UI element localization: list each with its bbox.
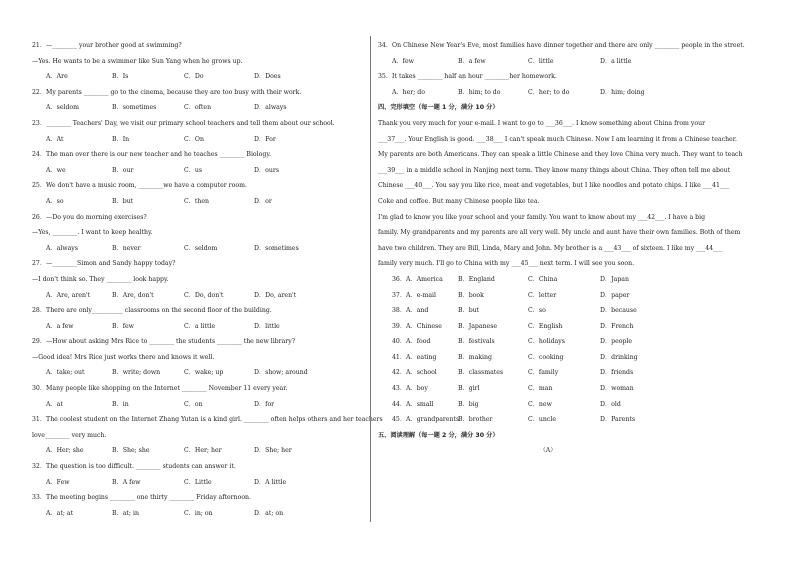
question-text: 26．—Do you do morning exercises?: [32, 213, 147, 221]
option-a: A．seldom: [46, 104, 80, 112]
option-a: A．Are: [46, 73, 68, 81]
section-heading: 四、完形填空（每一题 1 分，满分 10 分）: [378, 104, 499, 112]
option-c: C．On: [184, 135, 204, 143]
answer-options: [32, 506, 362, 522]
question-text: —Good idea! Mrs Rice just works there and knows it well.: [32, 353, 215, 361]
question-text: 28．There are only__________ classrooms on the second floor of the building.: [32, 307, 272, 315]
option-c: C．man: [528, 385, 553, 393]
option-d: D．little: [254, 322, 280, 330]
option-d: D．paper: [600, 291, 630, 299]
question-text: 32．The question is too difficult. ________ students can answer it.: [32, 463, 236, 471]
answer-options: [32, 475, 362, 491]
option-c: C．letter: [528, 291, 557, 299]
question-text: 34．On Chinese New Year's Eve, most families have dinner together and there are only ________ people in the street.: [378, 42, 745, 49]
question-text: 25．We don't have a music room, ________we have a computer room.: [32, 182, 247, 190]
answer-options: [378, 272, 718, 288]
option-c: C．wake; up: [184, 369, 224, 377]
passage-line: Coke and coffee. But many Chinese people like tea.: [378, 197, 540, 205]
passage-line: family. My grandparents and my parents are all very well. My uncle and aunt have their own families. Both of them: [378, 229, 741, 237]
answer-options: [378, 334, 718, 350]
passage-line: ___39___ in a middle school in Nanjing next term. They know many things about China. They often tell me about: [378, 166, 731, 174]
option-c: C．Little: [184, 478, 212, 486]
option-c: C．holidays: [528, 338, 565, 346]
option-a: A．we: [46, 166, 66, 174]
answer-options: [378, 350, 718, 366]
option-c: C．on: [184, 400, 203, 408]
option-b: B．write; down: [112, 369, 161, 377]
answer-options: [378, 54, 718, 70]
option-a: 45．A．grandparents: [392, 416, 460, 424]
option-d: D．show; around: [254, 369, 308, 377]
answer-options: [378, 412, 718, 428]
question-text: —Yes, ________. I want to keep healthy.: [32, 229, 153, 237]
option-c: C．then: [184, 197, 210, 205]
option-b: B．him; to do: [458, 88, 501, 96]
passage-line: I'm glad to know you like your school and your family. You want to know about my ___42___. I have a big: [378, 213, 706, 221]
option-c: C．Her; her: [184, 447, 222, 455]
option-c: C．China: [528, 275, 558, 283]
answer-options: [32, 397, 362, 413]
answer-options: [378, 85, 718, 101]
option-a: 41．A．eating: [392, 353, 437, 361]
passage-label: （A）: [539, 447, 557, 455]
option-d: D．French: [600, 322, 634, 330]
answer-options: [32, 365, 362, 381]
option-b: B．never: [112, 244, 141, 252]
option-b: B．making: [458, 353, 492, 361]
option-b: B．She; she: [112, 447, 150, 455]
passage-line: have two children. They are Bill, Linda, Mary and John. My brother is a ___43___ of sixteen. I like my ___44___: [378, 244, 723, 252]
option-d: D．She; her: [254, 447, 292, 455]
answer-options: [378, 365, 718, 381]
option-d: D．old: [600, 400, 621, 408]
option-d: D．because: [600, 307, 637, 315]
option-c: C．in; on: [184, 509, 213, 517]
option-a: A．take; out: [46, 369, 85, 377]
option-a: 36．A．America: [392, 275, 443, 283]
answer-options: [32, 319, 362, 335]
answer-options: [32, 100, 362, 116]
option-b: B．Is: [112, 73, 129, 81]
option-c: C．English: [528, 322, 563, 330]
option-b: B．England: [458, 275, 495, 283]
question-text: 22．My parents ________ go to the cinema, because they are too busy with their work.: [32, 88, 302, 96]
option-b: B．book: [458, 291, 484, 299]
answer-options: [32, 163, 362, 179]
left-column: [32, 38, 383, 521]
option-d: D．him; doing: [600, 88, 645, 96]
option-b: B．In: [112, 135, 130, 143]
option-b: B．girl: [458, 385, 480, 393]
question-text: 23．________ Teachers' Day, we visit our primary school teachers and tell them about our school.: [32, 119, 335, 127]
option-d: D．drinking: [600, 353, 638, 361]
question-text: 35．It takes ________ half an hour ________her homework.: [378, 73, 557, 81]
option-c: C．her; to do: [528, 88, 570, 96]
option-a: A．always: [46, 244, 78, 252]
option-d: D．Does: [254, 73, 281, 81]
option-c: C．a little: [184, 322, 216, 330]
question-text: —Yes. He wants to be a swimmer like Sun Yang when he grows up.: [32, 57, 243, 65]
option-d: D．Japan: [600, 275, 629, 283]
answer-options: [378, 381, 718, 397]
option-d: D．for: [254, 400, 275, 408]
passage-line: Thank you very much for your e-mail. I want to go to ___36___. I know something about China from your: [378, 119, 706, 127]
right-column: [378, 38, 745, 459]
option-a: A．At: [46, 135, 64, 143]
option-a: A．at; at: [46, 509, 74, 517]
question-text: love________ very much.: [32, 431, 107, 439]
option-a: 39．A．Chinese: [392, 322, 442, 330]
option-a: A．few: [392, 57, 414, 65]
option-a: A．Few: [46, 478, 70, 486]
answer-options: [378, 303, 718, 319]
option-a: A．her; do: [392, 88, 425, 96]
option-b: B．at; in: [112, 509, 139, 517]
option-b: B．but: [458, 307, 480, 315]
passage-line: My parents are both Americans. They can speak a little Chinese and they love China very much. They want to teach: [378, 151, 743, 159]
option-c: C．often: [184, 104, 212, 112]
option-c: C．us: [184, 166, 203, 174]
question-text: —I don't think so. They ________ look happy.: [32, 275, 169, 283]
option-b: B．in: [112, 400, 129, 408]
option-a: 43．A．boy: [392, 385, 428, 393]
option-d: D．woman: [600, 385, 634, 393]
question-text: 30．Many people like shopping on the Internet ________ November 11 every year.: [32, 385, 288, 393]
option-b: B．Are, don't: [112, 291, 154, 299]
option-b: B．few: [112, 322, 134, 330]
option-c: C．Do, don't: [184, 291, 224, 299]
question-text: 21．—________ your brother good at swimming?: [32, 42, 182, 49]
passage-line: family very much. I'll go to China with my ___45___ next term. I will see you soon.: [378, 260, 635, 268]
option-c: C．so: [528, 307, 546, 315]
answer-options: [378, 288, 718, 304]
option-a: 44．A．small: [392, 400, 434, 408]
question-text: 31．The coolest student on the Internet Zhang Yutan is a kind girl. ________ often helps others and her teachers: [32, 416, 383, 424]
option-b: B．classmates: [458, 369, 504, 377]
answer-options: [32, 288, 362, 304]
option-c: C．new: [528, 400, 552, 408]
option-c: C．seldom: [184, 244, 218, 252]
option-b: B．brother: [458, 416, 493, 424]
option-d: D．or: [254, 197, 272, 205]
option-c: C．uncle: [528, 416, 556, 424]
option-d: D．friends: [600, 369, 634, 377]
answer-options: [378, 397, 718, 413]
option-a: 40．A．food: [392, 338, 431, 346]
option-b: B．big: [458, 400, 479, 408]
answer-options: [32, 132, 362, 148]
option-d: D．For: [254, 135, 276, 143]
option-a: 37．A．e-mail: [392, 291, 436, 299]
option-d: D．people: [600, 338, 633, 346]
option-d: D．sometimes: [254, 244, 299, 252]
option-d: D．always: [254, 104, 287, 112]
option-d: D．a little: [600, 57, 632, 65]
column-divider: [370, 36, 371, 522]
option-a: A．at: [46, 400, 63, 408]
option-b: B．Japanese: [458, 322, 498, 330]
answer-options: [32, 443, 362, 459]
option-a: 38．A．and: [392, 307, 429, 315]
option-b: B．A few: [112, 478, 141, 486]
option-a: A．Are, aren't: [46, 291, 91, 299]
option-d: D．ours: [254, 166, 279, 174]
answer-options: [32, 194, 362, 210]
question-text: 33．The meeting begins ________ one thirty ________ Friday afternoon.: [32, 494, 252, 502]
option-b: B．a few: [458, 57, 486, 65]
option-c: C．family: [528, 369, 559, 377]
option-c: C．little: [528, 57, 554, 65]
option-a: A．Her; she: [46, 447, 84, 455]
option-c: C．Do: [184, 73, 204, 81]
option-a: A．a few: [46, 322, 74, 330]
option-d: D．A little: [254, 478, 287, 486]
section-heading: 五、阅读理解（每一题 2 分，满分 30 分）: [378, 431, 499, 439]
option-c: C．cooking: [528, 353, 564, 361]
option-a: A．so: [46, 197, 64, 205]
option-d: D．Do, aren't: [254, 291, 297, 299]
option-b: B．our: [112, 166, 134, 174]
option-b: B．sometimes: [112, 104, 157, 112]
option-b: B．festivals: [458, 338, 495, 346]
question-text: 29．—How about asking Mrs Rice to ________ the students ________ the new library?: [32, 338, 296, 346]
answer-options: [32, 69, 362, 85]
question-text: 24．The man over there is our new teacher and he teaches ________ Biology.: [32, 151, 271, 159]
answer-options: [32, 241, 362, 257]
option-b: B．but: [112, 197, 134, 205]
option-d: D．Parents: [600, 416, 635, 424]
question-text: 27．—________Simon and Sandy happy today?: [32, 260, 176, 268]
option-d: D．at; on: [254, 509, 284, 517]
passage-line: Chinese ___40___. You say you like rice, meat and vegetables, but I like noodles and potato chips. I like ___41___: [378, 182, 730, 190]
answer-options: [378, 319, 718, 335]
option-a: 42．A．school: [392, 369, 437, 377]
passage-line: ___37___. Your English is good. ___38___ I can't speak much Chinese. Now I am learning it from a Chinese teacher.: [378, 135, 737, 143]
